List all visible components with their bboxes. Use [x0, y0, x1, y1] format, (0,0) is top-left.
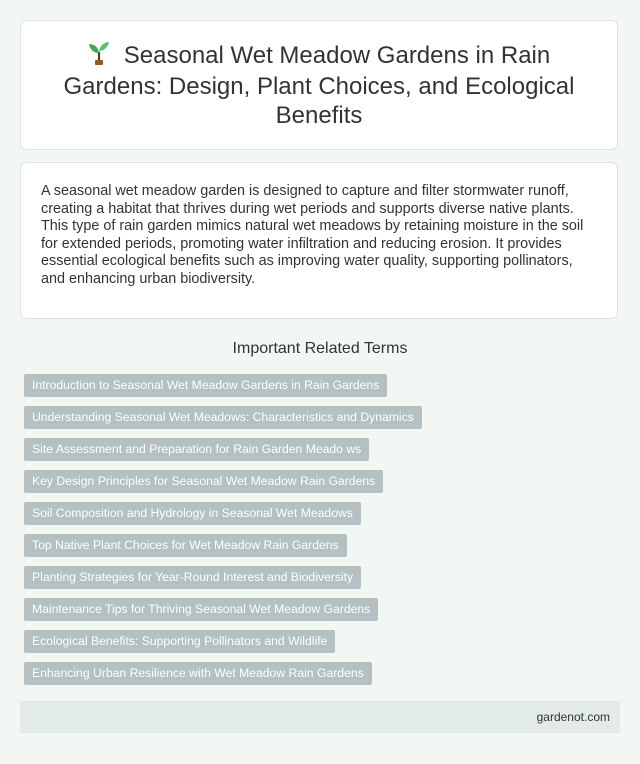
related-term-link[interactable]: Top Native Plant Choices for Wet Meadow Rain Gardens: [24, 534, 347, 557]
related-term-link[interactable]: Understanding Seasonal Wet Meadows: Characteristics and Dynamics: [24, 406, 422, 429]
summary-card: [20, 162, 618, 319]
related-terms-list: [24, 374, 616, 694]
related-term-link[interactable]: Maintenance Tips for Thriving Seasonal Wet Meadow Gardens: [24, 598, 378, 621]
related-term-link[interactable]: Enhancing Urban Resilience with Wet Meadow Rain Gardens: [24, 662, 372, 685]
related-term-link[interactable]: Key Design Principles for Seasonal Wet Meadow Rain Gardens: [24, 470, 383, 493]
page-title-text: Seasonal Wet Meadow Gardens in Rain Gardens: Design, Plant Choices, and Ecological Benefits: [63, 41, 575, 129]
related-term-link[interactable]: Introduction to Seasonal Wet Meadow Gardens in Rain Gardens: [24, 374, 387, 397]
footer-bar: [20, 701, 620, 733]
title-card: [20, 20, 618, 150]
related-terms-heading: Important Related Terms: [232, 340, 408, 357]
page-title: [49, 41, 589, 130]
related-term-link[interactable]: Ecological Benefits: Supporting Pollinators and Wildlife: [24, 630, 335, 653]
related-term-link[interactable]: Soil Composition and Hydrology in Seasonal Wet Meadows: [24, 502, 361, 525]
related-term-link[interactable]: Planting Strategies for Year-Round Interest and Biodiversity: [24, 566, 361, 589]
summary-text: A seasonal wet meadow garden is designed to capture and filter stormwater runoff, creating a habitat that thrives during wet periods and supports diverse native plants. This type of rain garden mimics natural wet meadows by retaining moisture in the soil for extended periods, promoting water infiltration and reducing erosion. It provides essential ecological benefits such as improving water quality, supporting pollinators, and enhancing urban biodiversity.: [41, 183, 584, 287]
related-term-link[interactable]: Site Assessment and Preparation for Rain Garden Meado ws: [24, 438, 369, 461]
footer-site-link[interactable]: gardenot.com: [536, 710, 610, 724]
seedling-icon: [88, 41, 110, 72]
